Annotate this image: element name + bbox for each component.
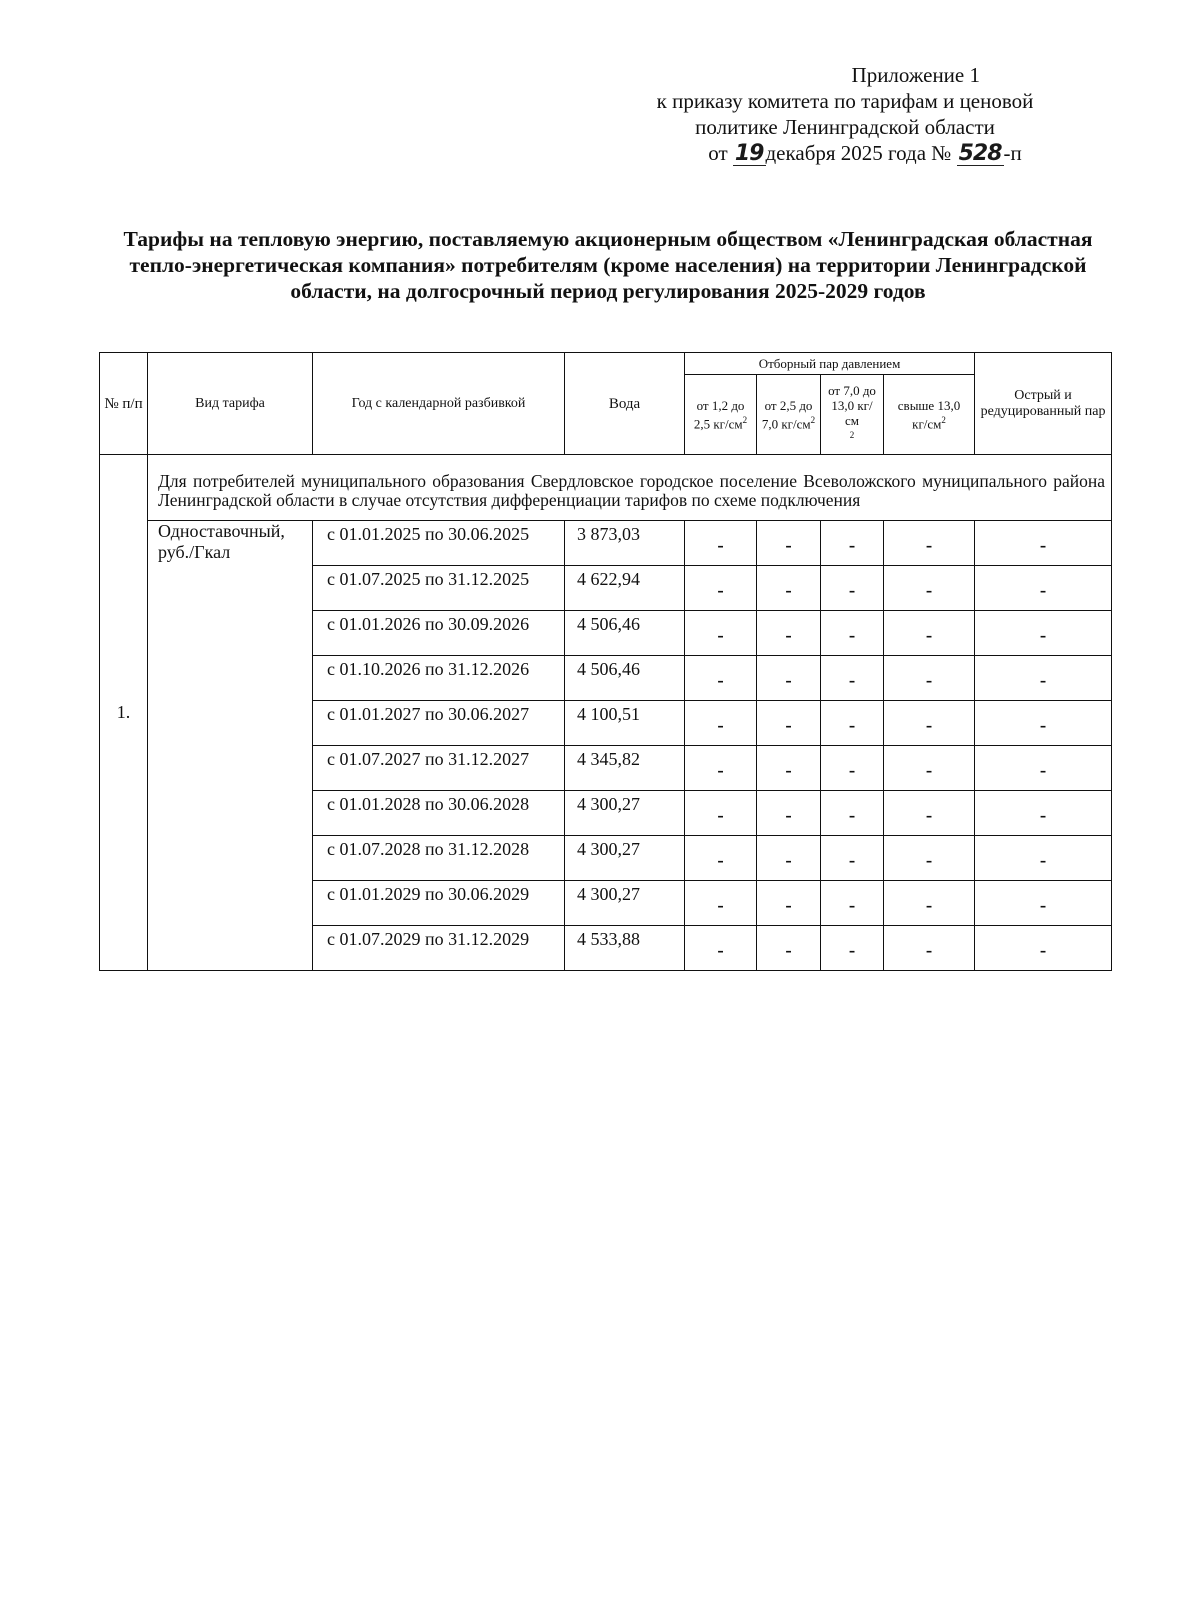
water-tariff-cell: 4 506,46	[565, 656, 685, 701]
period-cell: с 01.07.2027 по 31.12.2027	[313, 746, 565, 791]
appendix-block	[560, 62, 1130, 166]
empty-value-dash: -	[821, 746, 884, 791]
empty-value-dash: -	[821, 611, 884, 656]
empty-value-dash: -	[757, 566, 821, 611]
water-tariff-cell: 4 300,27	[565, 881, 685, 926]
tariff-table	[99, 352, 1112, 971]
empty-value-dash: -	[821, 656, 884, 701]
empty-value-dash: -	[685, 926, 757, 971]
empty-value-dash: -	[884, 791, 975, 836]
empty-value-dash: -	[975, 746, 1112, 791]
period-cell: с 01.07.2029 по 31.12.2029	[313, 926, 565, 971]
period-cell: с 01.07.2025 по 31.12.2025	[313, 566, 565, 611]
empty-value-dash: -	[975, 656, 1112, 701]
group-description: Для потребителей муниципального образования Свердловское городское поселение Всеволожского муниципального района Ленинградской области в случае отсутствия дифференциации тарифов по схеме подключения	[148, 455, 1112, 521]
empty-value-dash: -	[757, 881, 821, 926]
header-steam-3: от 7,0 до 13,0 кг/см $^2$	[821, 375, 884, 455]
header-kind: Вид тарифа	[148, 353, 313, 455]
empty-value-dash: -	[757, 836, 821, 881]
period-cell: с 01.01.2025 по 30.06.2025	[313, 521, 565, 566]
empty-value-dash: -	[975, 836, 1112, 881]
empty-value-dash: -	[975, 926, 1112, 971]
empty-value-dash: -	[757, 746, 821, 791]
empty-value-dash: -	[884, 656, 975, 701]
order-suffix: -п	[1003, 141, 1022, 165]
period-cell: с 01.10.2026 по 31.12.2026	[313, 656, 565, 701]
empty-value-dash: -	[884, 611, 975, 656]
header-sharp-steam: Острый и редуцированный пар	[975, 353, 1112, 455]
empty-value-dash: -	[685, 881, 757, 926]
empty-value-dash: -	[884, 521, 975, 566]
empty-value-dash: -	[685, 791, 757, 836]
period-cell: с 01.07.2028 по 31.12.2028	[313, 836, 565, 881]
empty-value-dash: -	[685, 746, 757, 791]
empty-value-dash: -	[685, 701, 757, 746]
empty-value-dash: -	[685, 521, 757, 566]
empty-value-dash: -	[975, 791, 1112, 836]
water-tariff-cell: 3 873,03	[565, 521, 685, 566]
document-title: Тарифы на тепловую энергию, поставляемую акционерным обществом «Ленинградская областная тепло-энергетическая компания» потребителям (кроме населения) на территории Ленинградской области, на долгосрочный период регулирования 2025-2029 годов	[123, 227, 1093, 303]
empty-value-dash: -	[884, 926, 975, 971]
water-tariff-cell: 4 100,51	[565, 701, 685, 746]
appendix-title: Приложение 1	[851, 63, 980, 87]
header-steam-group: Отборный пар давлением	[685, 353, 975, 375]
empty-value-dash: -	[757, 701, 821, 746]
empty-value-dash: -	[685, 611, 757, 656]
tariff-table-wrapper	[99, 352, 1111, 971]
appendix-order-ref: к приказу комитета по тарифам и ценовой	[656, 89, 1034, 113]
empty-value-dash: -	[975, 521, 1112, 566]
empty-value-dash: -	[685, 566, 757, 611]
empty-value-dash: -	[975, 566, 1112, 611]
empty-value-dash: -	[757, 791, 821, 836]
empty-value-dash: -	[757, 611, 821, 656]
empty-value-dash: -	[821, 521, 884, 566]
appendix-committee: политике Ленинградской области	[695, 115, 995, 139]
empty-value-dash: -	[884, 836, 975, 881]
empty-value-dash: -	[757, 926, 821, 971]
empty-value-dash: -	[821, 836, 884, 881]
water-tariff-cell: 4 533,88	[565, 926, 685, 971]
empty-value-dash: -	[821, 881, 884, 926]
appendix-date-line	[560, 140, 1130, 166]
header-num: № п/п	[100, 353, 148, 455]
water-tariff-cell: 4 300,27	[565, 836, 685, 881]
water-tariff-cell: 4 506,46	[565, 611, 685, 656]
empty-value-dash: -	[821, 566, 884, 611]
empty-value-dash: -	[975, 701, 1112, 746]
period-cell: с 01.01.2028 по 30.06.2028	[313, 791, 565, 836]
header-steam-2: от 2,5 до 7,0 $кг/см^2$	[757, 375, 821, 455]
water-tariff-cell: 4 300,27	[565, 791, 685, 836]
date-rest: декабря 2025 года №	[765, 141, 952, 165]
header-year: Год с календарной разбивкой	[313, 353, 565, 455]
table-row	[100, 521, 1112, 566]
empty-value-dash: -	[884, 746, 975, 791]
empty-value-dash: -	[821, 791, 884, 836]
header-steam-1: от 1,2 до 2,5 $кг/см^2$	[685, 375, 757, 455]
period-cell: с 01.01.2029 по 30.06.2029	[313, 881, 565, 926]
empty-value-dash: -	[821, 926, 884, 971]
empty-value-dash: -	[821, 701, 884, 746]
row-number: 1.	[100, 455, 148, 971]
handwritten-day: 19	[734, 141, 764, 166]
empty-value-dash: -	[757, 521, 821, 566]
empty-value-dash: -	[884, 881, 975, 926]
empty-value-dash: -	[685, 836, 757, 881]
water-tariff-cell: 4 345,82	[565, 746, 685, 791]
empty-value-dash: -	[975, 611, 1112, 656]
empty-value-dash: -	[975, 881, 1112, 926]
water-tariff-cell: 4 622,94	[565, 566, 685, 611]
handwritten-order-number: 528	[958, 141, 1002, 166]
tariff-kind: Одноставочный, руб./Гкал	[148, 521, 313, 971]
empty-value-dash: -	[884, 566, 975, 611]
date-prefix: от	[708, 141, 728, 165]
period-cell: с 01.01.2026 по 30.09.2026	[313, 611, 565, 656]
empty-value-dash: -	[757, 656, 821, 701]
header-steam-4: свыше 13,0 $кг/см^2$	[884, 375, 975, 455]
empty-value-dash: -	[884, 701, 975, 746]
period-cell: с 01.01.2027 по 30.06.2027	[313, 701, 565, 746]
header-water: Вода	[565, 353, 685, 455]
empty-value-dash: -	[685, 656, 757, 701]
